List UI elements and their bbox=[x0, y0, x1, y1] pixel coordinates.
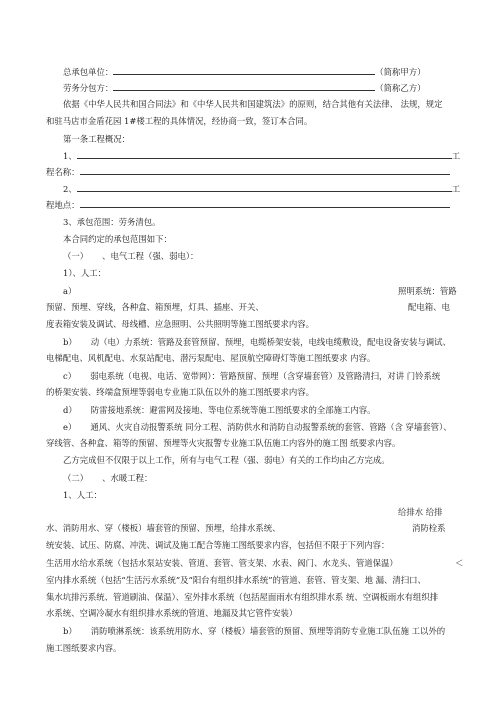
project-name-blank[interactable] bbox=[80, 167, 450, 175]
elec-a-line-2-right: 配电箱、电 bbox=[408, 302, 450, 312]
item-1-row bbox=[63, 151, 460, 162]
general-contractor-note: （简称甲方） bbox=[375, 67, 426, 77]
elec-e-row bbox=[63, 422, 452, 433]
water-a-line-4: 生活用水给水系统（包括水泵站安装、管道、套管、管支架、水表、阀门、水龙头、管道保温） bbox=[46, 558, 398, 568]
article-1-title: 第一条工程概况： bbox=[63, 134, 130, 144]
project-location-label: 程地点： bbox=[46, 200, 80, 210]
project-location-row bbox=[46, 200, 450, 211]
item-1-tail: 工 bbox=[451, 151, 461, 161]
labor-heading-1: 1）、人工： bbox=[63, 268, 107, 278]
water-a-line-4-tail: ＜ bbox=[455, 558, 464, 568]
section-water-heading bbox=[63, 473, 152, 484]
water-b-line-2: 施工图纸要求内容。 bbox=[46, 643, 122, 653]
elec-c-line-2: 的桥架安装、终端盒预埋等弱电专业施工队伍以外的施工图纸要求内容。 bbox=[46, 387, 314, 397]
general-contractor-row bbox=[63, 67, 426, 78]
labor-heading-2: 1、人工： bbox=[63, 490, 102, 500]
elec-d-row bbox=[63, 405, 376, 416]
general-contractor-blank[interactable] bbox=[113, 67, 375, 75]
item-2-number: 2、 bbox=[63, 184, 77, 194]
elec-d-mark: d） bbox=[63, 405, 77, 415]
section-water-title: 、水暖工程： bbox=[102, 473, 153, 483]
elec-a-line-3: 度表箱安装及调试、母线槽、应急照明、公共照明等施工图纸要求内容。 bbox=[46, 319, 314, 329]
item-1-blank[interactable] bbox=[77, 151, 452, 159]
project-location-blank[interactable] bbox=[80, 200, 450, 208]
project-name-label: 程名称： bbox=[46, 167, 80, 177]
water-a-line-6: 集水坑排污系统、管道刷油、保温）、室外排水系统（包括屋面雨水有组织排水系 统、空调板雨水有组织排 bbox=[46, 592, 439, 602]
elec-b-row bbox=[63, 337, 451, 348]
water-b-line-1: 消防喷淋系统：该系统用防水、穿（楼板）墙套管的预留、预埋等消防专业施工队伍施 工以外的 bbox=[90, 626, 446, 636]
elec-a-lighting: 照明系统：管路 bbox=[398, 286, 457, 296]
water-a-line-2-right: 消防栓系 bbox=[412, 523, 446, 533]
intro-line-2: 和驻马店市金盾花园 1#楼工程的具体情况，经协商一致，签订本合同。 bbox=[46, 116, 313, 126]
water-a-line-5: 室内排水系统（包括“生活污水系统”及“阳台有组织排水系统”的管道、套管、管支架、地 漏、清扫口、 bbox=[46, 575, 426, 585]
water-a-line-7: 水系统、空调冷凝水有组织排水系统的管道、地漏及其它管件安装） bbox=[46, 608, 298, 618]
labor-subcontractor-note: （简称乙方） bbox=[375, 83, 426, 93]
elec-c-mark: c） bbox=[63, 371, 77, 381]
intro-line-1: 依据《中华人民共和国合同法》和《中华人民共和国建筑法》的原则，结合其他有关法律、 法规，规定 bbox=[63, 99, 443, 109]
elec-b-line-1: 动（电）力系统：管路及套管预留、预埋，电缆桥架安装，电线电缆敷设，配电设备安装与调试、 bbox=[90, 337, 451, 347]
elec-c-row bbox=[63, 371, 440, 382]
item-2-row bbox=[63, 184, 460, 195]
section-water-number: （二） bbox=[63, 473, 89, 483]
section-electrical-heading bbox=[63, 251, 198, 262]
item-1-number: 1、 bbox=[63, 151, 77, 161]
elec-e-line-2: 穿线管、各种盒、箱等的预留、预埋等火灾报警专业施工队伍施工内容外的施工图 纸要求内容。 bbox=[46, 438, 401, 448]
elec-e-mark: e） bbox=[63, 422, 77, 432]
elec-a-mark: a） bbox=[63, 286, 77, 296]
elec-e-line-1: 通风、火灾自动报警系统 同分工程、消防供水和消防自动报警系统的套管、管路（含 穿墙套管）、 bbox=[90, 422, 452, 432]
elec-a-line-2: 预留、预埋、穿线，各种盒、箱预埋，灯具、插座、开关、 bbox=[46, 302, 264, 312]
project-name-row bbox=[46, 167, 450, 178]
water-a-line-3: 统安装、试压、防腐、冲洗、调试及施工配合等施工图纸要求内容，包括但不限于下列内容： bbox=[46, 540, 390, 550]
section-electrical-number: （一） bbox=[63, 251, 89, 261]
item-2-tail: 工 bbox=[451, 184, 461, 194]
general-contractor-label: 总承包单位： bbox=[63, 67, 114, 77]
elec-b-line-2: 电梯配电、风机配电、水泵站配电、潜污泵配电、屋顶航空障碍灯等施工图纸要求 内容。 bbox=[46, 353, 376, 363]
item-2-blank[interactable] bbox=[77, 184, 452, 192]
section-electrical-title: 、电气工程（强、弱电）： bbox=[102, 251, 199, 261]
item-3: 3、承包范围：劳务清包。 bbox=[63, 217, 161, 227]
labor-subcontractor-row bbox=[63, 83, 426, 94]
elec-d-line-1: 防雷接地系统：避雷网及接地、等电位系统等施工图纸要求的全部施工内容。 bbox=[90, 405, 376, 415]
electrical-summary: 乙方完成但不仅限于以上工作，所有与电气工程（强、弱电）有关的工作均由乙方完成。 bbox=[63, 455, 390, 465]
water-b-row bbox=[63, 626, 445, 637]
scope-intro: 本合同约定的承包范围如下： bbox=[63, 234, 172, 244]
water-b-mark: b） bbox=[63, 626, 77, 636]
water-a-line-2: 水、消防用水、穿（楼板）墙套管的预留、预埋，给排水系统、 bbox=[46, 523, 281, 533]
labor-subcontractor-label: 劳务分包方： bbox=[63, 83, 114, 93]
water-a-line-1-right: 给排水 给排 bbox=[398, 507, 443, 517]
elec-c-line-1: 弱电系统（电视、电话、宽带网）：管路预留、预埋（含穿墙套管）及管路清扫，对讲 门铃系统 bbox=[90, 371, 441, 381]
elec-b-mark: b） bbox=[63, 337, 77, 347]
labor-subcontractor-blank[interactable] bbox=[113, 83, 375, 91]
